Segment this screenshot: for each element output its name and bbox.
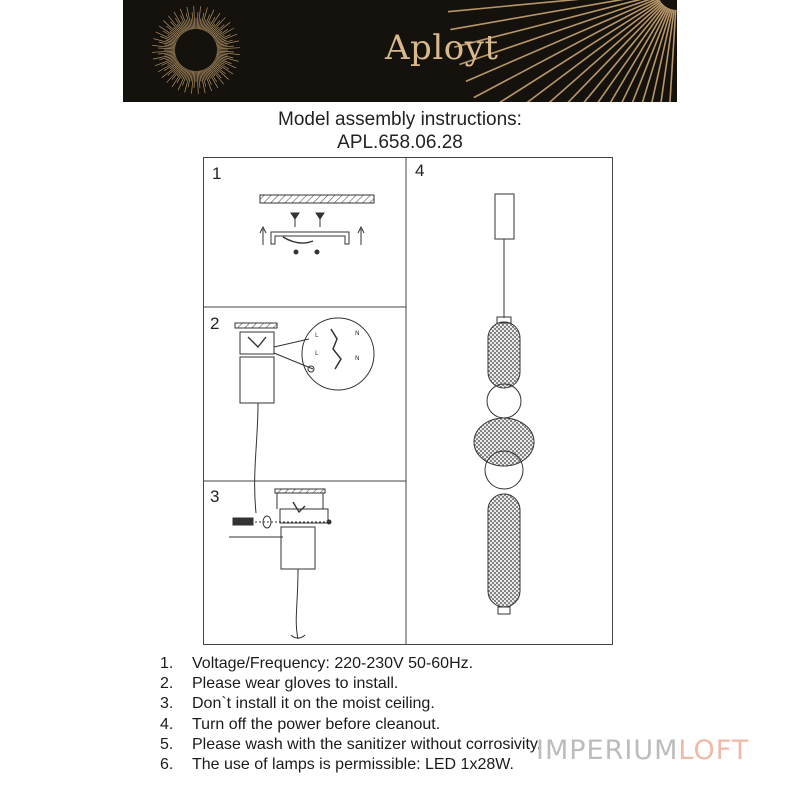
- note-number: 2.: [160, 675, 174, 693]
- sunburst-ray: [197, 12, 198, 29]
- panel-3-fastening-drawing: [229, 489, 331, 639]
- list-item: [160, 694, 760, 714]
- sunburst-ray: [215, 35, 231, 42]
- instructions-title: Model assembly instructions:: [278, 109, 522, 130]
- panel-4-pendant-drawing: [474, 194, 534, 614]
- svg-text:L: L: [315, 332, 319, 339]
- sunburst-ray: [205, 69, 212, 85]
- panel-number-4: 4: [415, 161, 425, 180]
- sunburst-ray: [191, 71, 193, 94]
- brand-banner: [123, 0, 677, 102]
- brand-name: Aployt: [385, 28, 499, 68]
- note-number: 6.: [160, 756, 174, 774]
- sunburst-ray: [181, 15, 188, 31]
- sunburst-ray: [198, 6, 200, 29]
- list-item: [160, 715, 760, 735]
- list-item: [160, 654, 760, 674]
- sunburst-ray: [217, 51, 234, 52]
- watermark: [536, 735, 749, 766]
- note-text: Turn off the power before cleanout.: [192, 715, 441, 733]
- note-text: The use of lamps is permissible: LED 1x28W.: [192, 756, 514, 774]
- sun-logo-icon: [176, 30, 216, 70]
- panel-2-wiring-drawing: [235, 318, 374, 513]
- sunburst-ray: [152, 45, 175, 47]
- model-number: APL.658.06.28: [337, 132, 463, 153]
- sunburst-ray: [217, 52, 240, 54]
- note-text: Please wear gloves to install.: [192, 675, 399, 693]
- assembly-drawing: [203, 157, 613, 645]
- panel-number-2: 2: [210, 314, 220, 333]
- note-number: 3.: [160, 695, 174, 713]
- panel-number-3: 3: [210, 487, 220, 506]
- sunburst-ray: [197, 71, 198, 94]
- note-number: 5.: [160, 735, 174, 753]
- svg-text:L: L: [315, 350, 319, 357]
- sunburst-ray: [194, 71, 195, 88]
- sunburst-ray: [152, 51, 175, 52]
- panel-number-1: 1: [212, 164, 222, 183]
- sunburst-ray: [448, 0, 657, 12]
- note-number: 4.: [160, 715, 174, 733]
- note-text: Please wash with the sanitizer without corrosivity.: [192, 735, 542, 753]
- panel-1-bracket-drawing: [260, 195, 374, 254]
- note-number: 1.: [160, 655, 174, 672]
- sunburst-ray: [158, 48, 175, 49]
- watermark-part-1: IMPERIUM: [536, 735, 679, 766]
- list-item: [160, 674, 760, 694]
- svg-text:N: N: [355, 355, 360, 362]
- sunburst-ray: [217, 48, 240, 49]
- watermark-part-2: LOFT: [678, 735, 750, 766]
- sunburst-ray: [194, 6, 195, 29]
- sunburst-ray: [161, 59, 177, 66]
- note-text: Don`t install it on the moist ceiling.: [192, 695, 435, 713]
- ceiling-canopy: [495, 194, 514, 239]
- assembly-diagram: [203, 157, 613, 645]
- note-text: Voltage/Frequency: 220-230V 50-60Hz.: [192, 655, 474, 672]
- sunburst-ray: [450, 0, 657, 30]
- svg-text:N: N: [355, 330, 360, 337]
